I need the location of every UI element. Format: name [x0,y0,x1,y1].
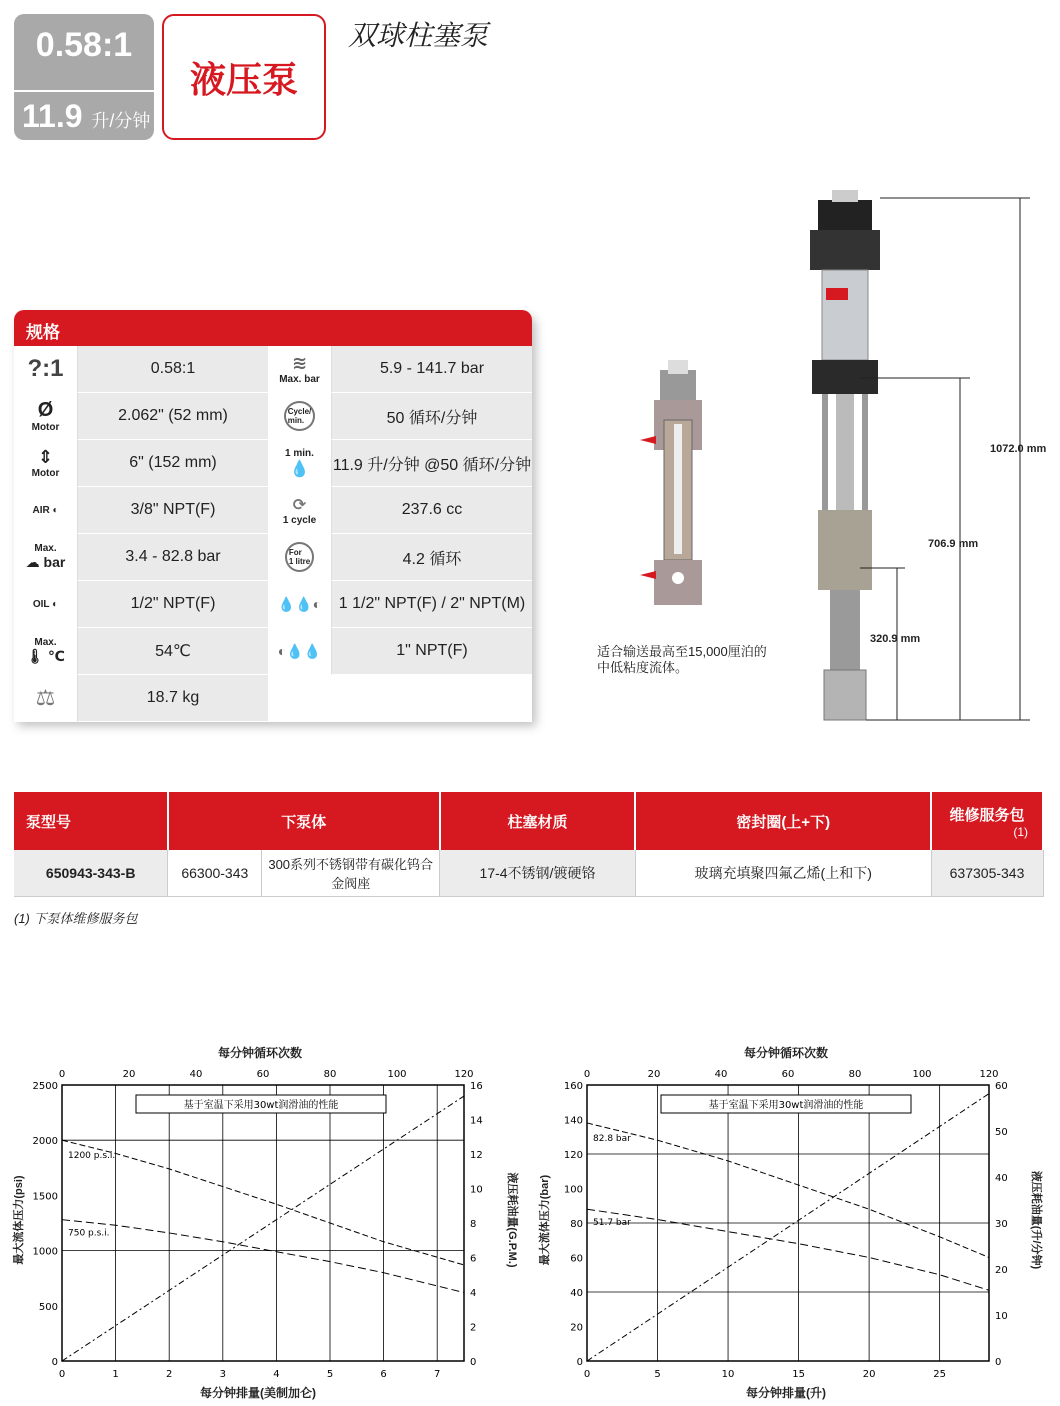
x-top-tick-label: 0 [58,1069,66,1080]
pump-note: 适合输送最高至15,000厘泊的中低粘度流体。 [597,644,767,675]
y2-tick-label: 10 [995,1311,1008,1322]
y2-tick-label: 50 [995,1127,1008,1138]
dimension-low-label: 320.9 mm [870,633,921,645]
y-tick-label: 2000 [32,1136,58,1148]
right-chart-y2label: 液压耗油量(升/分钟) [1030,1170,1042,1270]
cell-lower-pump: 66300-343 [168,850,262,896]
y2-tick-label: 0 [995,1357,1002,1368]
y-tick-label: 60 [570,1253,583,1265]
banner-text: 基于室温下采用30wt润滑油的性能 [708,1100,864,1111]
right-chart-ylabel: 最大流体压力(bar) [539,1174,551,1266]
y-tick-label: 2500 [32,1081,58,1092]
x-tick-label: 3 [219,1369,226,1380]
y-tick-label: 160 [563,1081,583,1092]
x-top-tick-label: 40 [189,1069,203,1080]
max-air-pressure-icon: Max. ☁ bar [14,534,78,581]
dimension-mid-label: 706.9 mm [928,538,979,550]
x-tick-label: 4 [273,1369,280,1380]
curve-label-b: 51.7 bar [593,1218,631,1229]
series-line [62,1140,464,1265]
cell-seals: 玻璃充填聚四氟乙烯(上和下) [635,850,931,896]
x-top-tick-label: 80 [323,1069,337,1080]
cell-plunger-material: 17-4不锈钢/镀硬铬 [440,850,636,896]
y2-tick-label: 40 [995,1173,1008,1184]
y-tick-label: 80 [570,1219,583,1230]
header-plunger-material: 柱塞材质 [440,792,636,850]
curve-label-b: 750 p.s.i. [68,1228,110,1239]
dimension-total-label: 1072.0 mm [990,443,1047,455]
cycle-per-min-icon: Cycle/ min. [268,393,332,440]
y-tick-label: 1500 [32,1191,58,1203]
x-tick-label: 0 [583,1369,591,1380]
x-tick-label: 7 [434,1369,441,1380]
y2-tick-label: 30 [995,1219,1008,1230]
spec-card [14,310,532,720]
y2-tick-label: 14 [470,1115,483,1127]
y2-tick-label: 0 [470,1357,477,1368]
y2-tick-label: 60 [995,1081,1008,1092]
table-row [14,850,1043,896]
weight-icon: ⚖ [14,675,78,722]
motor-diameter-icon: Ø Motor [14,393,78,440]
y-tick-label: 40 [570,1288,583,1299]
ratio-flow-badge [14,14,154,140]
y2-tick-label: 8 [470,1219,477,1230]
series-line [587,1123,989,1258]
plot-frame [62,1085,464,1361]
right-chart-xlabel: 每分钟排量(升) [746,1386,826,1400]
x-top-tick-label: 120 [979,1069,999,1080]
parts-table [14,792,1044,897]
stroke-icon: ⇕ Motor [14,440,78,487]
badge-divider [14,90,154,92]
y2-tick-label: 20 [995,1265,1008,1276]
left-chart-y2label: 液压耗油量(G.P.M.) [506,1172,518,1268]
header-seals: 密封圈(上+下) [635,792,931,850]
curve-label-a: 82.8 bar [593,1133,631,1144]
spec-volume-per-cycle: 237.6 cc [332,487,532,534]
y2-tick-label: 2 [470,1322,477,1334]
y2-tick-label: 6 [470,1253,477,1265]
spec-max-temperature: 54℃ [78,628,268,675]
spec-pressure-range: 5.9 - 141.7 bar [332,346,532,393]
y2-tick-label: 16 [470,1081,483,1092]
x-top-tick-label: 60 [256,1069,270,1080]
cutaway-pump-image [640,360,702,605]
oil-inlet-icon: OIL ◐ [14,581,78,628]
y-tick-label: 100 [563,1184,583,1196]
spec-air-inlet: 3/8" NPT(F) [78,487,268,534]
y-tick-label: 500 [38,1301,58,1313]
ratio-value: 0.58:1 [35,26,133,64]
y2-tick-label: 4 [470,1288,477,1299]
series-line [62,1220,464,1293]
spec-stroke: 6" (152 mm) [78,440,268,487]
header-service-kit: 维修服务包 (1) [931,792,1043,850]
volume-per-cycle-icon: ⟳ 1 cycle [268,487,332,534]
x-tick-label: 25 [933,1369,946,1380]
left-chart-xlabel: 每分钟排量(美制加仑) [200,1386,316,1400]
spec-empty-value [332,675,532,722]
y2-tick-label: 12 [470,1150,483,1161]
x-top-tick-label: 100 [912,1069,932,1080]
curve-label-a: 1200 p.s.i. [68,1151,116,1162]
air-inlet-icon: AIR ◐ [14,487,78,534]
x-tick-label: 2 [166,1369,173,1380]
spec-flow: 11.9 升/分钟 @50 循环/分钟 [332,440,532,487]
x-top-tick-label: 20 [647,1069,661,1080]
x-tick-label: 5 [654,1369,661,1380]
flow-value: 11.9 升/分钟 [22,98,151,134]
header-lower-pump: 下泵体 [168,792,440,850]
table-footnote: (1) 下泵体维修服务包 [14,911,138,926]
x-tick-label: 1 [112,1369,119,1380]
series-line [587,1209,989,1290]
right-performance-chart [555,1060,1025,1390]
y-tick-label: 1000 [32,1246,58,1258]
spec-weight: 18.7 kg [78,675,268,722]
y-tick-label: 140 [563,1115,583,1127]
right-chart-top-axis-label: 每分钟循环次数 [744,1046,829,1060]
x-tick-label: 10 [721,1369,735,1380]
fluid-inlet-icon: 💧💧◐ [268,581,332,628]
header-pump-model: 泵型号 [14,792,168,850]
spec-cycles: 50 循环/分钟 [332,393,532,440]
spec-fluid-inlet: 1 1/2" NPT(F) / 2" NPT(M) [332,581,532,628]
x-tick-label: 0 [58,1369,66,1380]
x-top-tick-label: 20 [122,1069,136,1080]
spec-grid [14,346,532,722]
cell-service-kit: 637305-343 [931,850,1043,896]
left-performance-chart [30,1060,500,1390]
cycles-per-litre-icon: For 1 litre [268,534,332,581]
series-line [62,1096,464,1361]
table-header-row [14,792,1043,850]
x-tick-label: 20 [862,1369,876,1380]
pump-type-badge: 液压泵 [162,14,326,140]
spec-oil-inlet: 1/2" NPT(F) [78,581,268,628]
y-tick-label: 0 [576,1357,583,1368]
y2-tick-label: 10 [470,1184,483,1196]
x-top-tick-label: 0 [583,1069,591,1080]
spec-air-pressure: 3.4 - 82.8 bar [78,534,268,581]
y-tick-label: 0 [51,1357,58,1368]
banner-text: 基于室温下采用30wt润滑油的性能 [183,1100,339,1111]
spec-cycles-per-litre: 4.2 循环 [332,534,532,581]
fluid-outlet-icon: ◐💧💧 [268,628,332,675]
spec-heading: 规格 [14,310,532,346]
x-tick-label: 15 [792,1369,805,1380]
x-top-tick-label: 120 [454,1069,474,1080]
ratio-icon: ?:1 [14,346,78,393]
spec-empty-icon [268,675,332,722]
y-tick-label: 120 [563,1150,583,1161]
x-top-tick-label: 80 [848,1069,862,1080]
spec-fluid-outlet: 1" NPT(F) [332,628,532,675]
max-pressure-icon: ≋ Max. bar [268,346,332,393]
left-chart-ylabel: 最大流体压力(psi) [13,1175,25,1265]
cell-pump-model: 650943-343-B [14,850,168,896]
x-tick-label: 6 [380,1369,387,1380]
cell-lower-pump-material: 300系列不锈钢带有碳化钨合金阀座 [262,850,440,896]
y-tick-label: 20 [570,1322,583,1334]
spec-ratio: 0.58:1 [78,346,268,393]
x-top-tick-label: 40 [714,1069,728,1080]
series-line [587,1094,989,1361]
page-title: 双球柱塞泵 [348,20,489,51]
spec-motor-diameter: 2.062" (52 mm) [78,393,268,440]
max-temperature-icon: Max. 🌡 ℃ [14,628,78,675]
x-tick-label: 5 [326,1369,334,1380]
x-top-tick-label: 100 [387,1069,407,1080]
flow-per-min-icon: 1 min. 💧 [268,440,332,487]
left-chart-top-axis-label: 每分钟循环次数 [218,1046,303,1060]
x-top-tick-label: 60 [781,1069,795,1080]
